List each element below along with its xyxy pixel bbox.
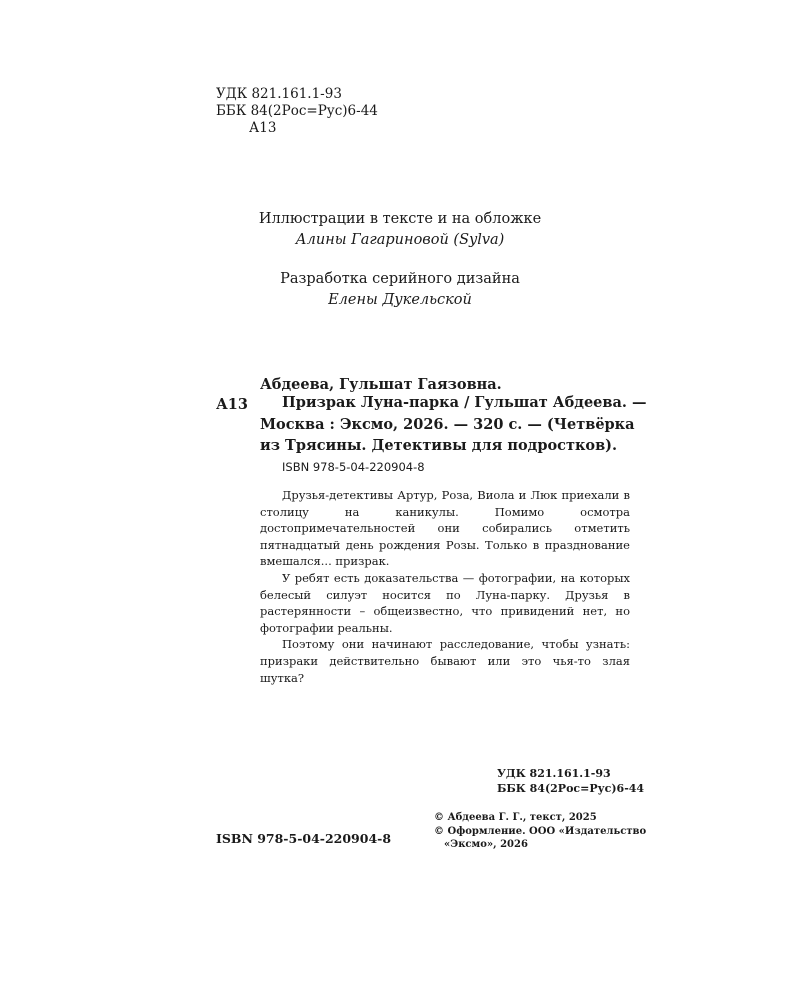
- udk-code: УДК 821.161.1-93: [216, 86, 342, 102]
- annotation-paragraph: Поэтому они начинают расследование, чтобы узнать: призраки действительно бывают или это чья-то злая шутка?: [260, 637, 630, 685]
- annotation: [260, 487, 630, 686]
- copyright-design: © Оформление. ООО «Издательство: [434, 825, 647, 837]
- annotation-paragraph: У ребят есть доказательства — фотографии, на которых белесый силуэт носится по Луна-парку. Друзья в растерянности – общеизвестно, что привидений нет, но фотографии реальны.: [260, 570, 630, 635]
- illustrations-label: Иллюстрации в тексте и на обложке: [258, 211, 542, 227]
- bottom-bbk-code: ББК 84(2Рос=Рус)6-44: [497, 782, 645, 795]
- copyright-design-cont: «Эксмо», 2026: [444, 839, 528, 850]
- designer-name: Елены Дукельской: [328, 292, 472, 308]
- design-credit: [0, 269, 800, 311]
- copyright-block: [434, 811, 646, 852]
- record-line: из Трясины. Детективы для подростков).: [260, 437, 618, 454]
- design-label: Разработка серийного дизайна: [280, 271, 520, 287]
- record-author-mark: А13: [216, 396, 248, 413]
- record-description: [260, 392, 647, 457]
- record-author: Абдеева, Гульшат Гаязовна.: [260, 376, 502, 393]
- illustrations-credit: [0, 209, 800, 251]
- record-line: Москва : Эксмо, 2026. — 320 с. — (Четвёрка: [260, 415, 635, 433]
- illustrator-name: Алины Гагариновой (Sylva): [295, 232, 505, 248]
- bbk-code: ББК 84(2Рос=Рус)6-44: [216, 103, 378, 119]
- classification-codes: [216, 86, 378, 137]
- isbn: ISBN 978-5-04-220904-8: [216, 831, 392, 846]
- copyright-text: © Абдеева Г. Г., текст, 2025: [434, 812, 597, 823]
- annotation-paragraph: Друзья-детективы Артур, Роза, Виола и Люк приехали в столицу на каникулы. Помимо осмотра достопримечательностей они собирались отметить пятнадцатый день рождения Розы. Только в празднование вмешался... призрак.: [260, 488, 630, 569]
- bottom-classification-codes: [497, 766, 644, 796]
- author-mark: А13: [249, 120, 277, 136]
- record-isbn: ISBN 978-5-04-220904-8: [282, 460, 425, 474]
- bottom-udk-code: УДК 821.161.1-93: [497, 767, 611, 780]
- record-line: Призрак Луна-парка / Гульшат Абдеева. —: [282, 394, 647, 411]
